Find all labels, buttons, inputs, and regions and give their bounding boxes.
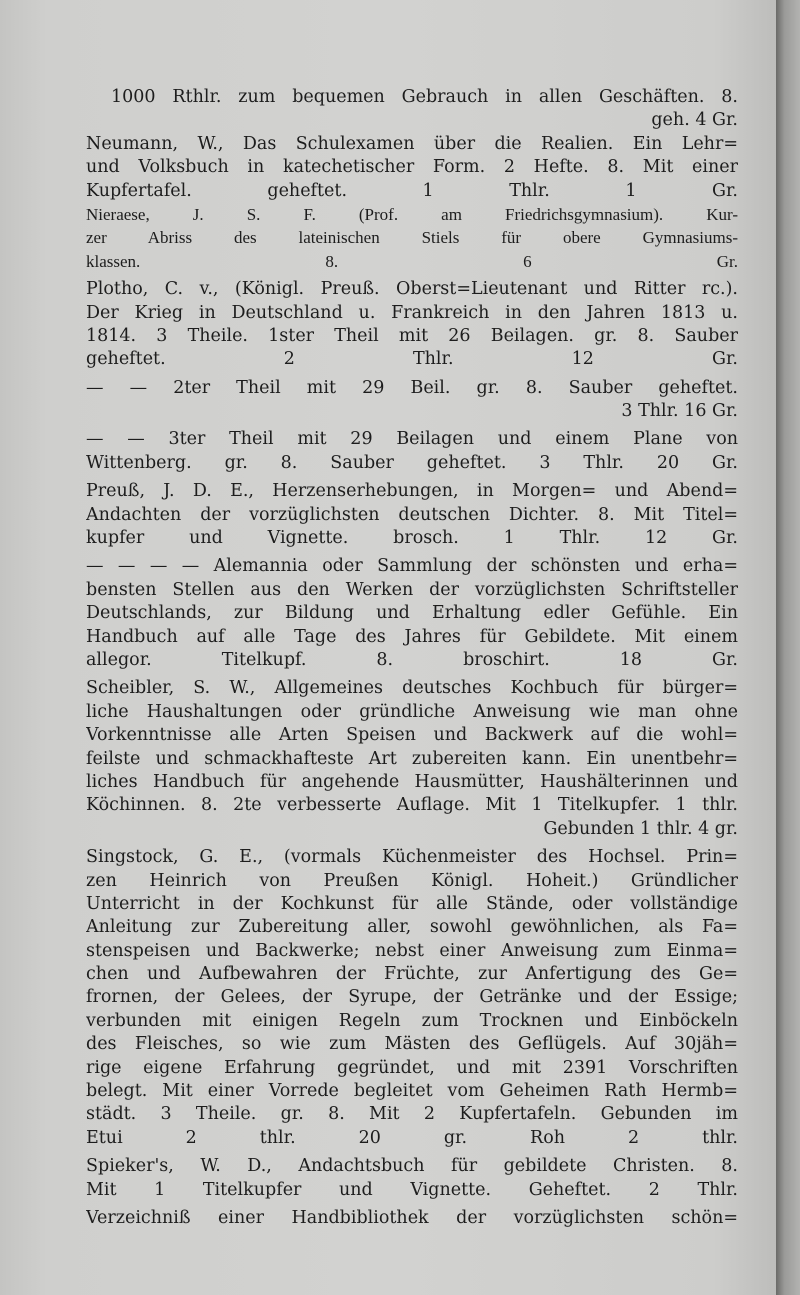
text-line: liches Handbuch für angehende Hausmütter, Haushälterinnen und xyxy=(86,771,738,792)
catalog-entry-neumann: Neumann, W., Das Schulexamen über die Realien. Ein Lehr= xyxy=(86,133,738,154)
text-line: verbunden mit einigen Regeln zum Trocknen und Einböckeln xyxy=(86,1010,738,1031)
text-line: Vorkenntnisse alle Arten Speisen und Backwerk auf die wohl= xyxy=(86,725,738,746)
text-line: — — 2ter Theil mit 29 Beil. gr. 8. Sauber geheftet. xyxy=(86,377,738,398)
catalog-entry-plotho: Plotho, C. v., (Königl. Preuß. Oberst=Lieutenant und Ritter rc.). xyxy=(86,279,738,300)
catalog-text xyxy=(86,86,738,1230)
text-line: geheftet. 2 Thlr. 12 Gr. xyxy=(86,349,738,370)
text-line: Gebunden 1 thlr. 4 gr. xyxy=(543,818,738,839)
text-line: des Fleisches, so wie zum Mästen des Geflügels. Auf 30jäh= xyxy=(86,1034,738,1055)
catalog-entry-nieraese: Nieraese, J. S. F. (Prof. am Friedrichsgymnasium). Kur- xyxy=(86,204,738,224)
text-line: stenspeisen und Backwerke; nebst einer Anweisung zum Einma= xyxy=(86,940,738,961)
text-line: 1000 Rthlr. zum bequemen Gebrauch in allen Geschäften. 8. xyxy=(111,87,738,107)
catalog-entry-scheibler: Scheibler, S. W., Allgemeines deutsches Kochbuch für bürger= xyxy=(86,678,738,699)
text-line: kupfer und Vignette. brosch. 1 Thlr. 12 Gr. xyxy=(86,528,738,549)
section-heading-handbibliothek: Verzeichniß einer Handbibliothek der vorzüglichsten schön= xyxy=(86,1207,738,1228)
text-line: frornen, der Gelees, der Syrupe, der Getränke und der Essige; xyxy=(86,987,738,1008)
text-line: — — 3ter Theil mit 29 Beilagen und einem Plane von xyxy=(86,429,738,450)
page-edge-shadow xyxy=(776,0,800,1295)
text-line: Köchinnen. 8. 2te verbesserte Auflage. Mit 1 Titelkupfer. 1 thlr. xyxy=(86,795,738,816)
text-line: geh. 4 Gr. xyxy=(651,110,738,131)
catalog-entry-spieker: Spieker's, W. D., Andachtsbuch für gebildete Christen. 8. xyxy=(86,1156,738,1177)
text-line: Handbuch auf alle Tage des Jahres für Gebildete. Mit einem xyxy=(86,626,738,647)
text-line: belegt. Mit einer Vorrede begleitet vom Geheimen Rath Hermb= xyxy=(86,1081,738,1102)
text-line: Anleitung zur Zubereitung aller, sowohl gewöhnlichen, als Fa= xyxy=(86,917,738,938)
text-line: Deutschlands, zur Bildung und Erhaltung edler Gefühle. Ein xyxy=(86,603,738,624)
catalog-entry-preuss: Preuß, J. D. E., Herzenserhebungen, in Morgen= und Abend= xyxy=(86,481,738,502)
text-line: 1814. 3 Theile. 1ster Theil mit 26 Beilagen. gr. 8. Sauber xyxy=(86,325,738,346)
text-line: Der Krieg in Deutschland u. Frankreich in den Jahren 1813 u. xyxy=(86,302,738,323)
text-line: klassen. 8. 6 Gr. xyxy=(86,251,738,271)
text-line: städt. 3 Theile. gr. 8. Mit 2 Kupfertafeln. Gebunden im xyxy=(86,1104,738,1125)
text-line: und Volksbuch in katechetischer Form. 2 Hefte. 8. Mit einer xyxy=(86,157,738,178)
text-line: chen und Aufbewahren der Früchte, zur Anfertigung des Ge= xyxy=(86,964,738,985)
text-line: Unterricht in der Kochkunst für alle Stände, oder vollständige xyxy=(86,893,738,914)
text-line: Andachten der vorzüglichsten deutschen Dichter. 8. Mit Titel= xyxy=(86,504,738,525)
text-line: 3 Thlr. 16 Gr. xyxy=(621,401,738,422)
text-line: zer Abriss des lateinischen Stiels für obere Gymnasiums- xyxy=(86,228,738,248)
text-line: Wittenberg. gr. 8. Sauber geheftet. 3 Thlr. 20 Gr. xyxy=(86,452,738,473)
catalog-entry-singstock: Singstock, G. E., (vormals Küchenmeister des Hochsel. Prin= xyxy=(86,847,738,868)
text-line: zen Heinrich von Preußen Königl. Hoheit.) Gründlicher xyxy=(86,870,738,891)
text-line: feilste und schmackhafteste Art zubereiten kann. Ein unentbehr= xyxy=(86,748,738,769)
text-line: Kupfertafel. geheftet. 1 Thlr. 1 Gr. xyxy=(86,180,738,201)
text-line: liche Haushaltungen oder gründliche Anweisung wie man ohne xyxy=(86,701,738,722)
text-line: bensten Stellen aus den Werken der vorzüglichsten Schriftsteller xyxy=(86,579,738,600)
text-line: allegor. Titelkupf. 8. broschirt. 18 Gr. xyxy=(86,649,738,670)
text-line: Mit 1 Titelkupfer und Vignette. Geheftet. 2 Thlr. xyxy=(86,1179,738,1200)
text-line: Etui 2 thlr. 20 gr. Roh 2 thlr. xyxy=(86,1127,738,1148)
text-line: rige eigene Erfahrung gegründet, und mit 2391 Vorschriften xyxy=(86,1057,738,1078)
text-line: — — — — Alemannia oder Sammlung der schönsten und erha= xyxy=(86,556,738,577)
